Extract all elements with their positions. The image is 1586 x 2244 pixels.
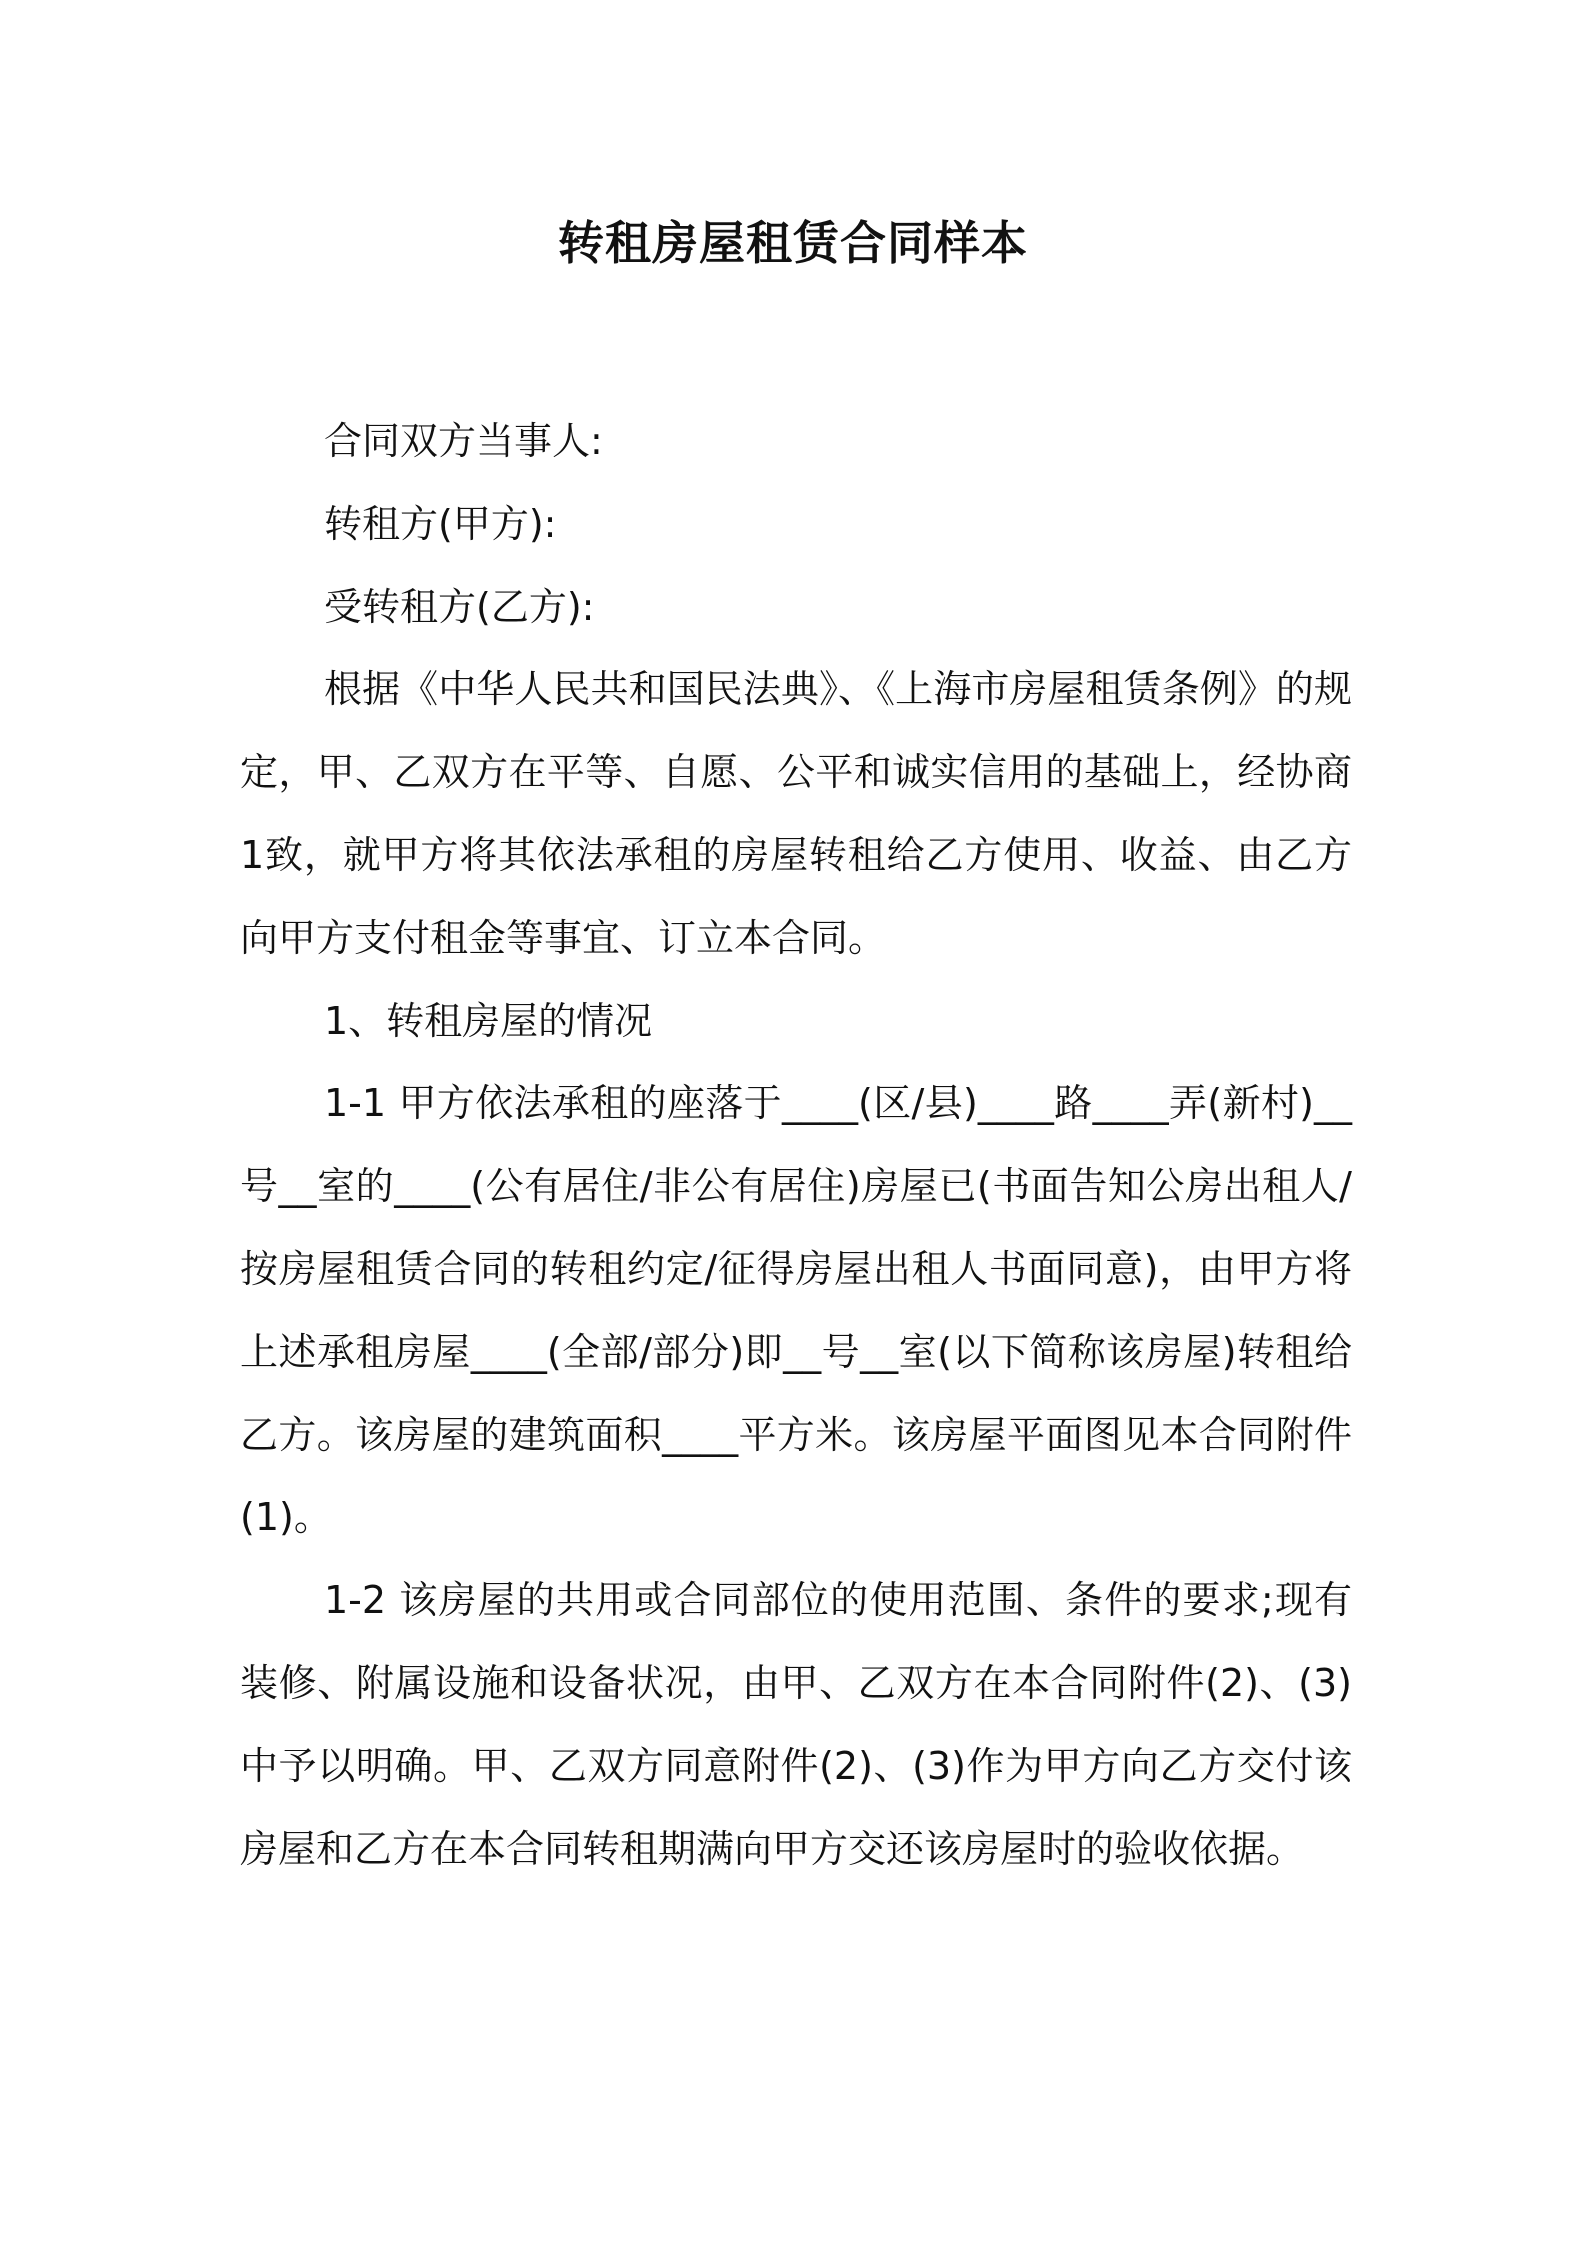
document-body [240,400,1352,1890]
paragraph-preamble: 根据《中华人民共和国民法典》、《上海市房屋租赁条例》的规定，甲、乙双方在平等、自愿、公平和诚实信用的基础上，经协商1致，就甲方将其依法承租的房屋转租给乙方使用、收益、由乙方向甲方支付租金等事宜、订立本合同。 [240,667,1352,960]
clause-1-2: 1-2 该房屋的共用或合同部位的使用范围、条件的要求;现有装修、附属设施和设备状况，由甲、乙双方在本合同附件(2)、(3)中予以明确。甲、乙双方同意附件(2)、(3)作为甲方向乙方交付该房屋和乙方在本合同转租期满向甲方交还该房屋时的验收依据。 [240,1578,1352,1871]
section-heading-1: 1、转租房屋的情况 [324,998,653,1043]
paragraph-parties: 合同双方当事人: [324,419,603,463]
paragraph-party-a: 转租方(甲方): [324,501,557,546]
paragraph-party-b: 受转租方(乙方): [324,584,595,629]
document-title: 转租房屋租赁合同样本 [558,216,1028,270]
clause-1-1: 1-1 甲方依法承租的座落于____(区/县)____路____弄(新村)__号__室的____(公有居住/非公有居住)房屋已(书面告知公房出租人/按房屋租赁合同的转租约定/征得房屋出租人书面同意)，由甲方将上述承租房屋____(全部/部分)即__号__室(以下简称该房屋)转租给乙方。该房屋的建筑面积____平方米。该房屋平面图见本合同附件(1)。 [240,1081,1352,1540]
